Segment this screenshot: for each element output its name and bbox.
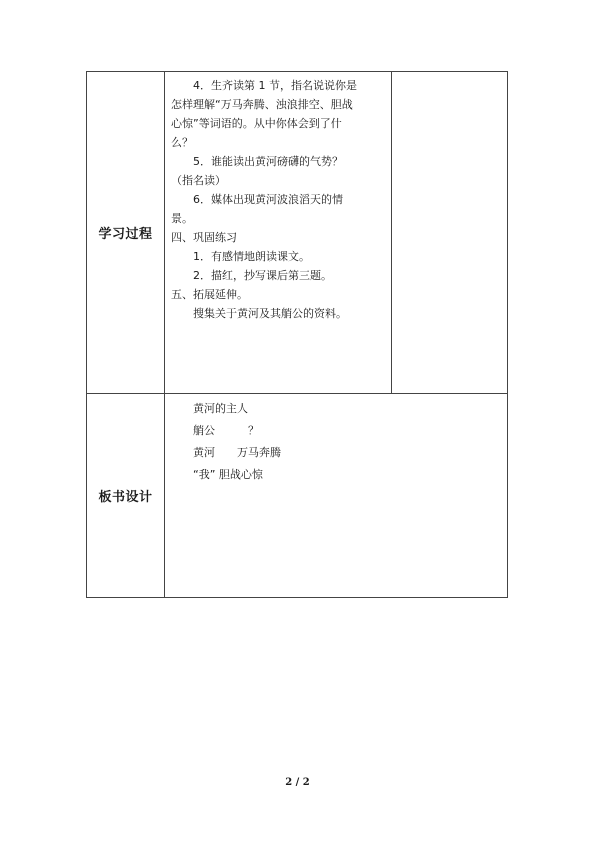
text-line: 5．谁能读出黄河磅礴的气势？ bbox=[193, 155, 343, 168]
text-line: 4．生齐读第 1 节，指名说说你是 bbox=[193, 79, 357, 92]
board-design-row bbox=[87, 394, 508, 598]
text-line: 心惊”等词语的。从中你体会到了什 bbox=[171, 117, 342, 130]
text-line: 2．描红，抄写课后第三题。 bbox=[193, 269, 332, 282]
learning-process-label: 学习过程 bbox=[87, 72, 165, 394]
learning-process-content bbox=[165, 72, 392, 394]
text-line: “我” 胆战心惊 bbox=[193, 468, 263, 481]
text-line: 艄公 ？ bbox=[193, 424, 259, 437]
text-line: 搜集关于黄河及其艄公的资料。 bbox=[193, 307, 347, 320]
board-design-content bbox=[165, 394, 508, 598]
text-line: 黄河的主人 bbox=[193, 402, 248, 415]
text-line: 黄河 万马奔腾 bbox=[193, 446, 281, 459]
text-line: 怎样理解“万马奔腾、浊浪排空、胆战 bbox=[171, 98, 353, 111]
text-line: 么？ bbox=[171, 136, 193, 149]
learning-process-notes-cell bbox=[392, 72, 508, 394]
lesson-plan-table bbox=[86, 71, 508, 598]
text-line: 6．媒体出现黄河波浪滔天的情 bbox=[193, 193, 343, 206]
learning-process-row bbox=[87, 72, 508, 394]
text-line: 四、巩固练习 bbox=[171, 231, 237, 244]
page-number: 2 / 2 bbox=[285, 777, 310, 788]
text-line: 景。 bbox=[171, 212, 193, 225]
text-line: 五、拓展延伸。 bbox=[171, 288, 248, 301]
board-design-label: 板书设计 bbox=[87, 394, 165, 598]
text-line: 1．有感情地朗读课文。 bbox=[193, 250, 310, 263]
text-line: （指名读） bbox=[171, 174, 226, 187]
